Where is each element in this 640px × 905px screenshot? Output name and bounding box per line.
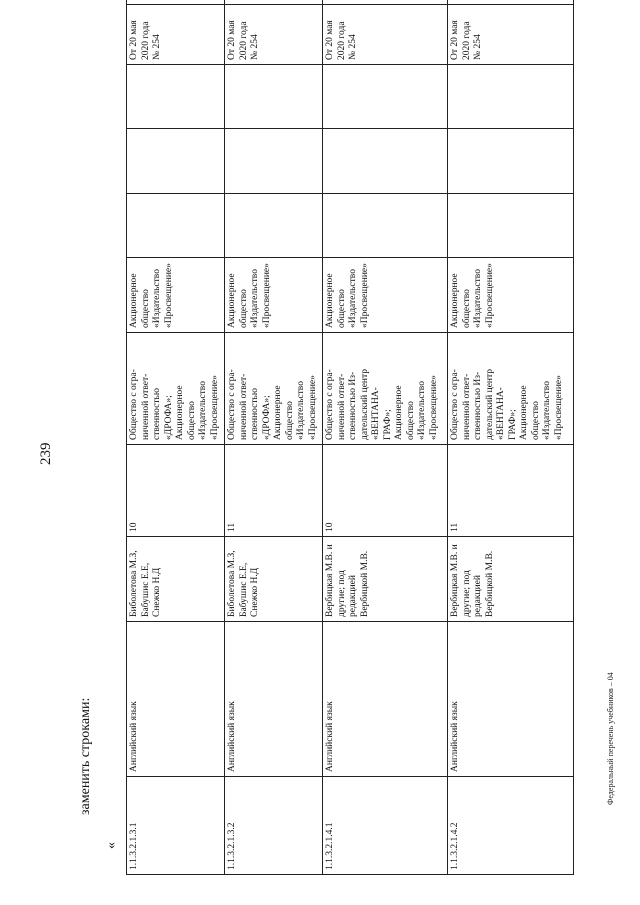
order-cell: От 20 мая 2020 года № 254: [225, 5, 323, 65]
table-row: [448, 0, 574, 875]
code-cell: 1.1.3.2.1.3.1: [127, 777, 225, 875]
empty-cell: [225, 0, 323, 5]
order-cell: От 20 мая 2020 года № 254: [323, 5, 448, 65]
empty-cell: [323, 129, 448, 194]
empty-cell: [225, 129, 323, 194]
order-cell: От 20 мая 2020 года № 254: [127, 5, 225, 65]
authors-cell: Вербицкая М.В. и другие; под редакцией Вербицкой М.В.: [323, 537, 448, 622]
table-row: [127, 0, 225, 875]
code-cell: 1.1.3.2.1.4.2: [448, 777, 574, 875]
footer-note: Федеральный перечень учебников – 04: [606, 672, 615, 805]
empty-cell: [448, 129, 574, 194]
empty-cell: [323, 65, 448, 129]
empty-cell: [323, 0, 448, 5]
publisher-new-cell: Акционерное общество «Издательство «Просвещение»: [225, 258, 323, 333]
authors-cell: Биболетова М.З, Бабушис Е.Е, Снежко Н.Д: [127, 537, 225, 622]
publisher-old-cell: Общество с огра- ниченной ответ- ственностью «ДРОФА»; Акционерное общество «Издательство «Просвещение»: [225, 333, 323, 445]
code-cell: 1.1.3.2.1.3.2: [225, 777, 323, 875]
subject-cell: Английский язык: [448, 622, 574, 777]
empty-cell: [323, 194, 448, 258]
empty-cell: [448, 0, 574, 5]
grade-cell: 11: [225, 445, 323, 537]
publisher-new-cell: Акционерное общество «Издательство «Просвещение»: [127, 258, 225, 333]
lead-text: заменить строками:: [78, 697, 93, 815]
textbook-table: [126, 0, 574, 875]
grade-cell: 11: [448, 445, 574, 537]
empty-cell: [127, 65, 225, 129]
subject-cell: Английский язык: [225, 622, 323, 777]
code-cell: 1.1.3.2.1.4.1: [323, 777, 448, 875]
table-row: [225, 0, 323, 875]
empty-cell: [225, 65, 323, 129]
publisher-old-cell: Общество с огра- ниченной ответ- ственностью Из- дательский центр «ВЕНТАНА- ГРАФ»; Акционерное общество «Издательство «Просвещение»: [323, 333, 448, 445]
publisher-old-cell: Общество с огра- ниченной ответ- ственностью Из- дательский центр «ВЕНТАНА- ГРАФ»; Акционерное общество «Издательство «Просвещение»: [448, 333, 574, 445]
empty-cell: [448, 65, 574, 129]
grade-cell: 10: [127, 445, 225, 537]
table-row: [323, 0, 448, 875]
subject-cell: Английский язык: [127, 622, 225, 777]
authors-cell: Вербицкая М.В. и другие; под редакцией Вербицкой М.В.: [448, 537, 574, 622]
publisher-new-cell: Акционерное общество «Издательство «Просвещение»: [448, 258, 574, 333]
empty-cell: [127, 194, 225, 258]
empty-cell: [127, 0, 225, 5]
empty-cell: [225, 194, 323, 258]
page-number: 239: [38, 442, 54, 465]
empty-cell: [127, 129, 225, 194]
empty-cell: [448, 194, 574, 258]
order-cell: От 20 мая 2020 года № 254: [448, 5, 574, 65]
grade-cell: 10: [323, 445, 448, 537]
opening-quote-mark: «: [104, 842, 119, 849]
authors-cell: Биболетова М.З, Бабушис Е.Е, Снежко Н.Д: [225, 537, 323, 622]
subject-cell: Английский язык: [323, 622, 448, 777]
publisher-new-cell: Акционерное общество «Издательство «Просвещение»: [323, 258, 448, 333]
publisher-old-cell: Общество с огра- ниченной ответ- ственностью «ДРОФА»; Акционерное общество «Издательство «Просвещение»: [127, 333, 225, 445]
